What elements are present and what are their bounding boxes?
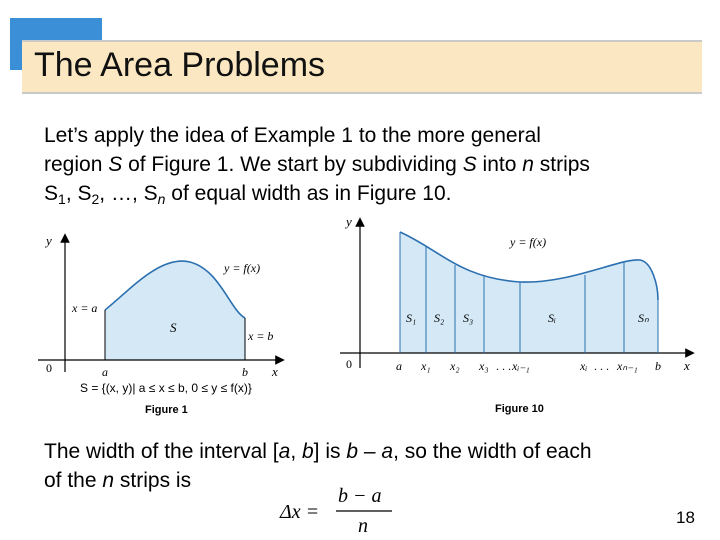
fig10-Si-label: Sᵢ: [548, 311, 556, 325]
figure-10-caption: Figure 10: [495, 403, 544, 415]
fig1-b-label: b: [242, 365, 248, 379]
fig10-S1-label: S₁: [406, 311, 417, 325]
fig10-Sn-label: Sₙ: [638, 311, 649, 325]
fig10-xi-minus1-label: xᵢ₋₁: [512, 359, 530, 373]
fig10-dots-2: . . .: [594, 359, 609, 373]
fig1-x-label: x: [272, 364, 278, 379]
region-S-fill: [105, 261, 245, 360]
fig10-x1-label: x₁: [421, 359, 431, 373]
fig10-curve-label: y = f(x): [510, 235, 547, 249]
fig10-x3-label: x₃: [479, 359, 489, 373]
set-definition: S = {(x, y)| a ≤ x ≤ b, 0 ≤ y ≤ f(x)}: [80, 381, 252, 395]
fig10-x2-label: x₂: [450, 359, 460, 373]
formula-lhs: Δx =: [280, 501, 320, 523]
fig1-region-label: S: [170, 320, 177, 335]
slide-title: The Area Problems: [34, 46, 326, 84]
fig10-xi-label: xᵢ: [580, 359, 588, 373]
fig10-S3-label: S₃: [463, 311, 474, 325]
width-line-2: of the n strips is: [44, 469, 192, 492]
formula-numerator: b − a: [338, 485, 382, 507]
fig10-y-label: y: [346, 214, 352, 229]
fig1-left-line-label: x = a: [72, 301, 98, 315]
formula-denominator: n: [358, 515, 368, 537]
figure-1-caption: Figure 1: [145, 404, 188, 416]
fig10-region-fill: [400, 232, 658, 353]
fig10-a-label: a: [396, 359, 402, 373]
width-line-1: The width of the interval [a, b] is b – a, so the width of each: [44, 440, 592, 463]
fig10-dots-1: . . .: [496, 359, 511, 373]
intro-line-1: Let’s apply the idea of Example 1 to the more general: [44, 124, 541, 147]
intro-line-2: region S of Figure 1. We start by subdividing S into n strips: [44, 153, 590, 176]
fig1-y-label: y: [46, 233, 52, 248]
figure-10-diagram: [335, 212, 705, 382]
page-number: 18: [676, 508, 695, 527]
fig10-b-label: b: [655, 359, 661, 373]
intro-paragraph: [44, 121, 694, 208]
fig10-x-label: x: [684, 358, 690, 373]
figure-1-diagram: [30, 225, 300, 380]
intro-line-3: $S_1$, $S_2$, …, $S_n$ of equal width as in Figure 10.: [44, 182, 452, 207]
fig1-a-label: a: [102, 365, 108, 379]
fig1-right-line-label: x = b: [248, 329, 274, 343]
delta-x-formula: [275, 482, 405, 538]
fig1-curve-label: y = f(x): [224, 261, 261, 275]
fig10-xn-minus1-label: xₙ₋₁: [617, 359, 638, 373]
fig1-origin-label: 0: [46, 361, 52, 375]
fig10-origin-label: 0: [346, 357, 352, 371]
fig10-S2-label: S₂: [434, 311, 445, 325]
